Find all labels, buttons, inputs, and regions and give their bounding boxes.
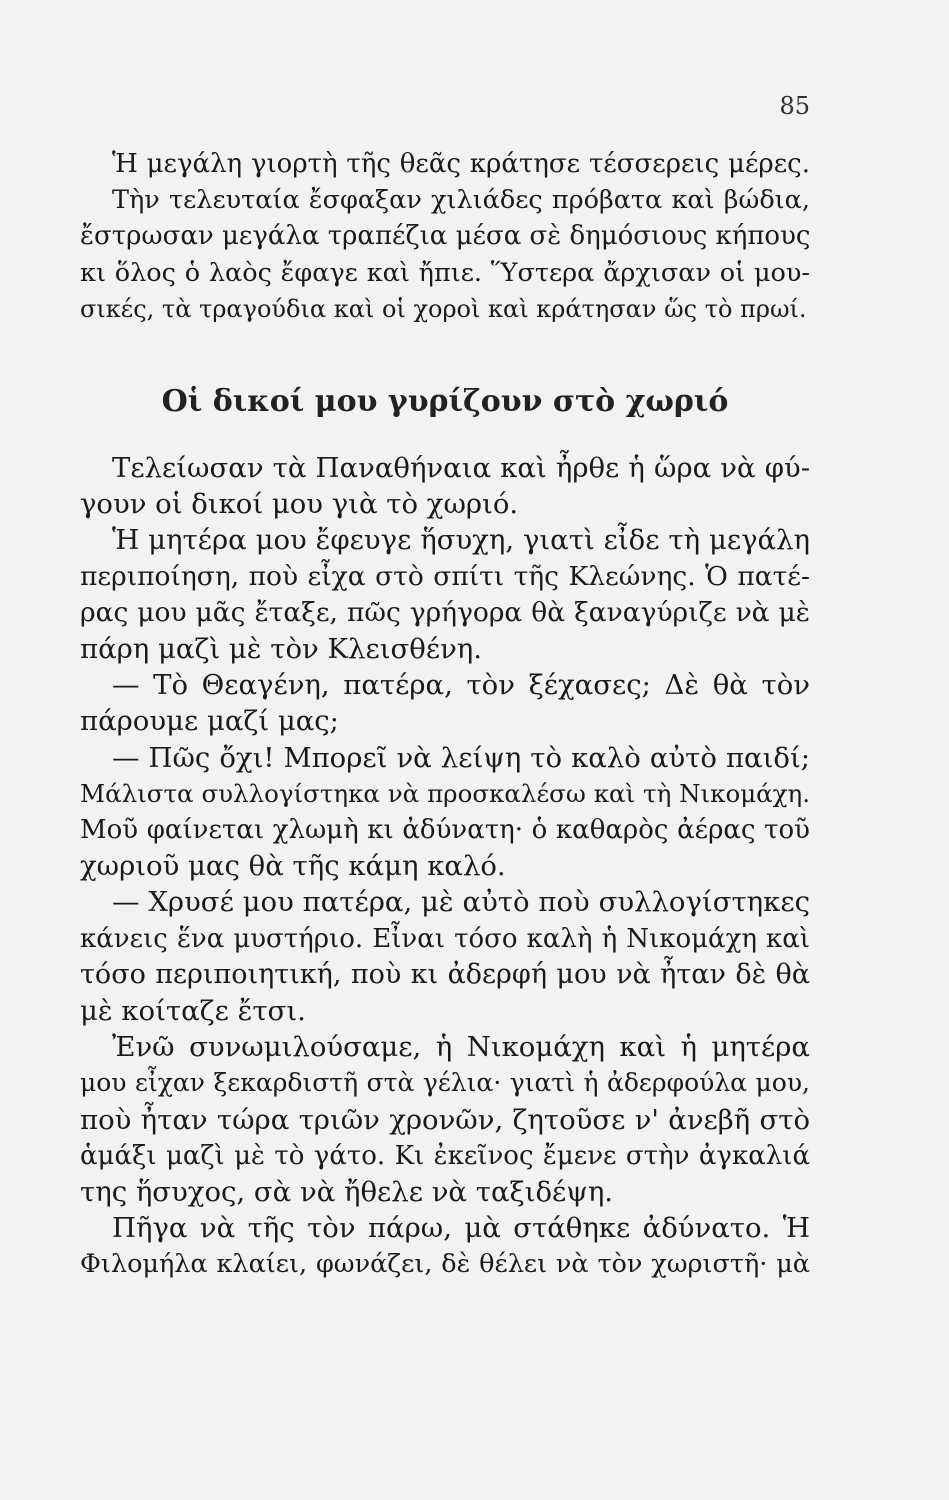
text-line: Ἡ μεγάλη γιορτὴ τῆς θεᾶς κράτησε τέσσερεις μέρες. xyxy=(112,149,810,179)
text-line: Ἐνῶ συνωμιλούσαμε, ἡ Νικομάχη καὶ ἡ μητέρα xyxy=(112,1031,810,1064)
text-line: σικές, τὰ τραγούδια καὶ οἱ χοροὶ καὶ κράτησαν ὥς τὸ πρωί. xyxy=(80,294,807,323)
text-line: Ἡ μητέρα μου ἔφευγε ἥσυχη, γιατὶ εἶδε τὴ μεγάλη xyxy=(112,524,810,557)
text-line: κι ὅλος ὁ λαὸς ἔφαγε καὶ ἤπιε. Ὕστερα ἄρχισαν οἱ μου- xyxy=(80,257,810,288)
text-line: χωριοῦ μας θὰ τῆς κάμη καλό. xyxy=(80,850,506,883)
text-line: τόσο περιποιητική, ποὺ κι ἀδερφή μου νὰ ἦταν δὲ θὰ xyxy=(80,958,810,990)
text-line: — Πῶς ὄχι! Μπορεῖ νὰ λείψη τὸ καλὸ αὐτὸ παιδί; xyxy=(112,741,810,774)
text-line: Πῆγα νὰ τῆς τὸν πάρω, μὰ στάθηκε ἀδύνατο. Ἡ xyxy=(112,1212,810,1245)
chapter-body xyxy=(80,450,810,1283)
text-line: ποὺ ἦταν τώρα τριῶν χρονῶν, ζητοῦσε ν' ἀνεβῆ στὸ xyxy=(80,1103,810,1136)
text-line: κάνεις ἕνα μυστήριο. Εἶναι τόσο καλὴ ἡ Νικομάχη καὶ xyxy=(80,923,810,954)
text-line: γουν οἱ δικοί μου γιὰ τὸ χωριό. xyxy=(80,488,519,521)
page-number: 85 xyxy=(779,92,810,120)
text-line: μου εἶχαν ξεκαρδιστῆ στὰ γέλια· γιατὶ ἡ ἀδερφούλα μου, xyxy=(80,1068,810,1098)
text-line: — Τὸ Θεαγένη, πατέρα, τὸν ξέχασες; Δὲ θὰ τὸν xyxy=(112,669,810,702)
text-line: ἁμάξι μαζὶ μὲ τὸ γάτο. Κι ἐκεῖνος ἔμενε στὴν ἀγκαλιά xyxy=(80,1140,810,1171)
text-line: ρας μου μᾶς ἔταξε, πῶς γρήγορα θὰ ξαναγύριζε νὰ μὲ xyxy=(80,596,810,628)
text-line: Μάλιστα συλλογίστηκα νὰ προσκαλέσω καὶ τὴ Νικομάχη. xyxy=(80,778,810,808)
text-line: Μοῦ φαίνεται χλωμὴ κι ἀδύνατη· ὁ καθαρὸς ἀέρας τοῦ xyxy=(80,815,810,846)
text-line: Φιλομήλα κλαίει, φωνάζει, δὲ θέλει νὰ τὸν χωριστῆ· μὰ xyxy=(80,1249,810,1280)
text-line: πάρουμε μαζί μας; xyxy=(80,705,339,738)
text-line: περιποίηση, ποὺ εἶχα στὸ σπίτι τῆς Κλεώνης. Ὁ πατέ- xyxy=(80,560,810,592)
text-line: ἔστρωσαν μεγάλα τραπέζια μέσα σὲ δημόσιους κήπους xyxy=(80,221,811,252)
text-line: — Χρυσέ μου πατέρα, μὲ αὐτὸ ποὺ συλλογίστηκες xyxy=(112,886,810,919)
text-line: της ἥσυχος, σὰ νὰ ἤθελε νὰ ταξιδέψη. xyxy=(80,1176,614,1209)
text-line: μὲ κοίταζε ἔτσι. xyxy=(80,995,306,1028)
text-line: πάρη μαζὶ μὲ τὸν Κλεισθένη. xyxy=(80,633,483,666)
text-line: Τελείωσαν τὰ Παναθήναια καὶ ἦρθε ἡ ὥρα νὰ φύ- xyxy=(112,452,810,484)
chapter-heading: Οἱ δικοί μου γυρίζουν στὸ χωριό xyxy=(161,384,729,419)
text-line: Τὴν τελευταία ἔσφαξαν χιλιάδες πρόβατα καὶ βώδια, xyxy=(112,185,810,216)
paragraph-festival xyxy=(80,146,810,327)
